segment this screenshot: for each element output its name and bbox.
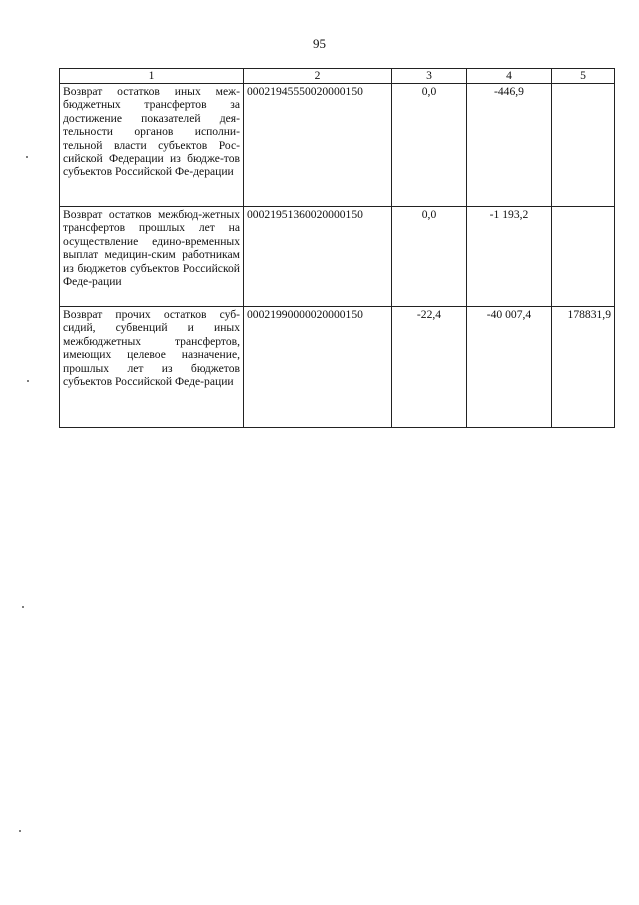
scan-speck: [27, 380, 29, 382]
table-header-row: [60, 69, 615, 84]
row-col4-cell: -446,9: [467, 84, 552, 207]
table-row: [60, 307, 615, 428]
column-header-2: 2: [244, 69, 392, 84]
scan-speck: [26, 156, 28, 158]
row-col5-cell: 178831,9: [552, 307, 615, 428]
row-col3-cell: 0,0: [392, 207, 467, 307]
scan-speck: [19, 830, 21, 832]
row-col4-cell: -1 193,2: [467, 207, 552, 307]
row-code-cell: 00021945550020000150: [244, 84, 392, 207]
page-number: 95: [313, 36, 326, 51]
table-row: [60, 84, 615, 207]
row-col5-cell: [552, 84, 615, 207]
row-col5-cell: [552, 207, 615, 307]
row-name-cell: Возврат остатков межбюд-жетных трансфертов прошлых лет на осуществление едино-временных выплат медицин-ским работникам из бюджетов субъектов Российской Феде-рации: [60, 207, 244, 307]
row-col3-cell: 0,0: [392, 84, 467, 207]
scan-speck: [22, 606, 24, 608]
row-name-cell: Возврат прочих остатков суб-сидий, субвенций и иных межбюджетных трансфертов, имеющих целевое назначение, прошлых лет из бюджетов субъектов Российской Феде-рации: [60, 307, 244, 428]
budget-table: [59, 68, 615, 428]
row-code-cell: 00021951360020000150: [244, 207, 392, 307]
table-row: [60, 207, 615, 307]
row-code-cell: 00021990000020000150: [244, 307, 392, 428]
column-header-5: 5: [552, 69, 615, 84]
row-col4-cell: -40 007,4: [467, 307, 552, 428]
row-name-cell: Возврат остатков иных меж-бюджетных трансфертов за достижение показателей дея-тельности органов исполни-тельной власти субъектов Рос-сийской Федерации из бюдже-тов субъектов Российской Фе-дерации: [60, 84, 244, 207]
column-header-3: 3: [392, 69, 467, 84]
column-header-4: 4: [467, 69, 552, 84]
row-col3-cell: -22,4: [392, 307, 467, 428]
column-header-1: 1: [60, 69, 244, 84]
